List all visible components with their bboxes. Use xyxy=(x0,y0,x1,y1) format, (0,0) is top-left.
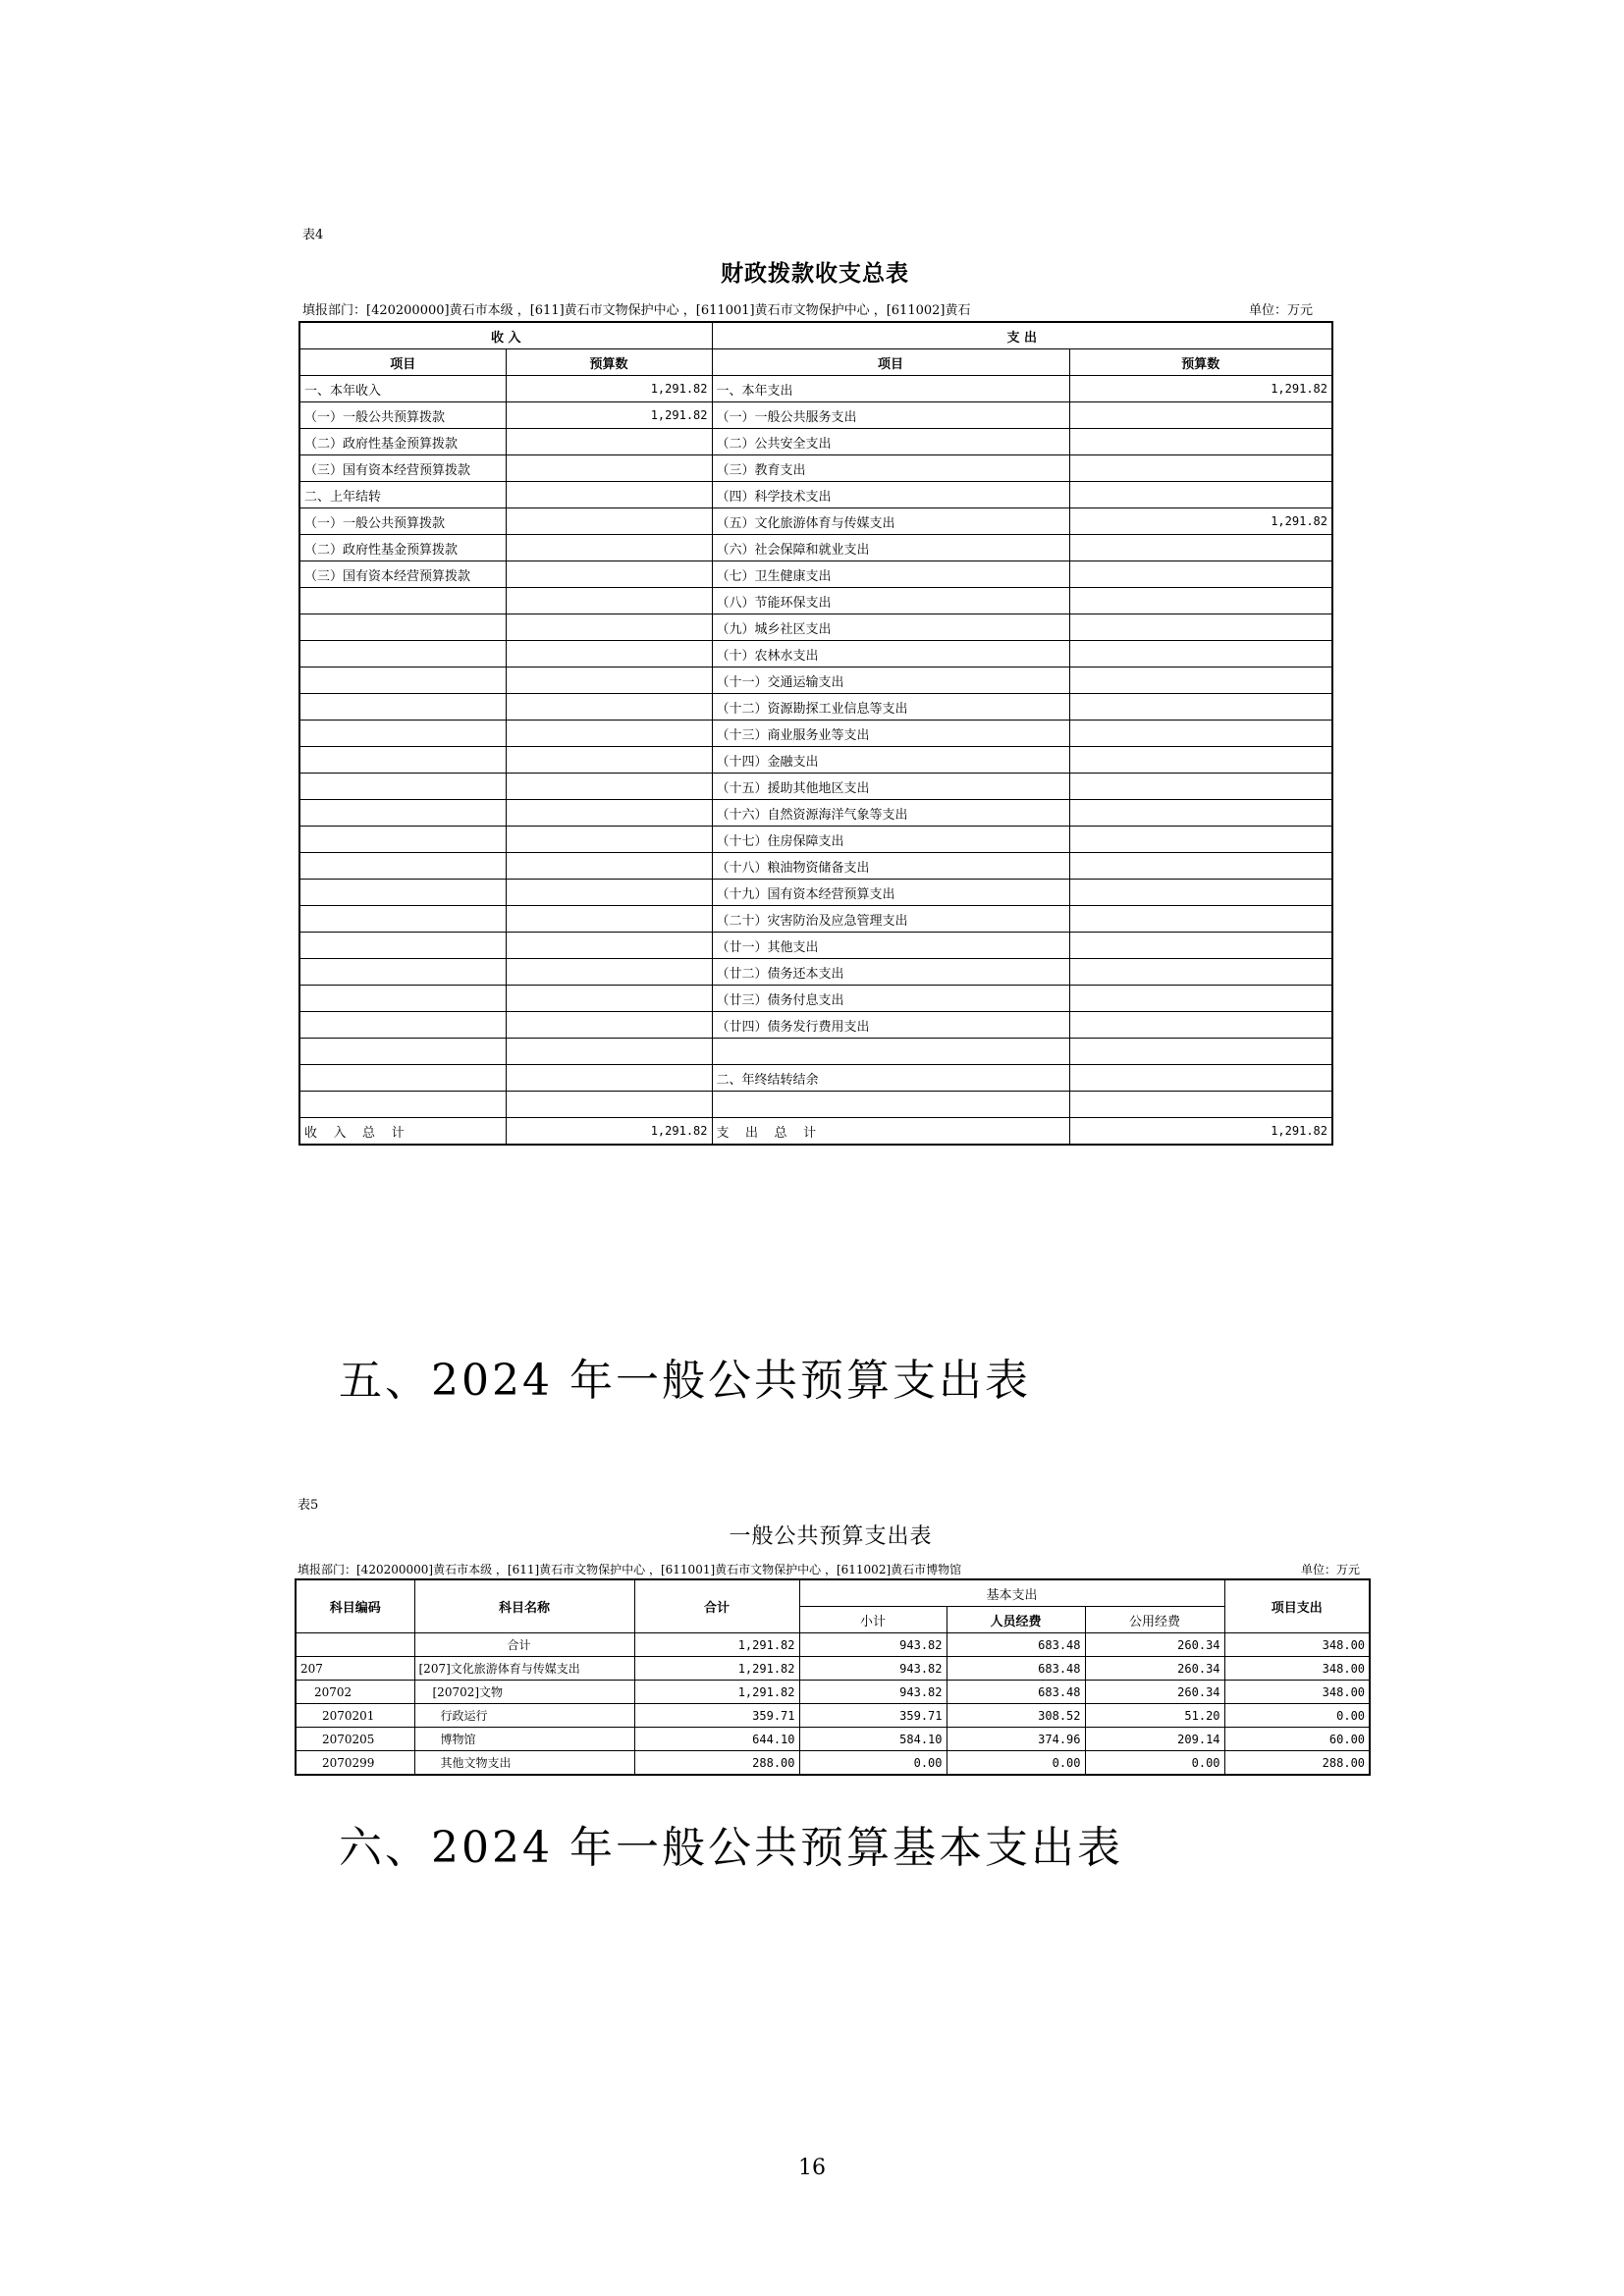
income-budget xyxy=(506,429,712,455)
col-project-header: 项目支出 xyxy=(1224,1579,1370,1633)
table-row xyxy=(296,1751,1370,1776)
expense-item: （廿三）债务付息支出 xyxy=(712,986,1069,1012)
cell-total: 288.00 xyxy=(634,1751,799,1776)
col-name-header: 科目名称 xyxy=(414,1579,634,1633)
income-budget xyxy=(506,667,712,694)
expense-item: （一）一般公共服务支出 xyxy=(712,402,1069,429)
income-item xyxy=(299,774,506,800)
expense-total-value: 1,291.82 xyxy=(1069,1118,1332,1146)
table4-total-row xyxy=(299,1118,1332,1146)
col-personnel-header: 人员经费 xyxy=(947,1607,1085,1633)
expense-item: （六）社会保障和就业支出 xyxy=(712,535,1069,561)
table-row xyxy=(299,747,1332,774)
income-header: 收 入 xyxy=(299,322,712,349)
table-row xyxy=(296,1633,1370,1657)
table-row xyxy=(296,1704,1370,1728)
income-budget-header: 预算数 xyxy=(506,349,712,376)
table4-body xyxy=(299,376,1332,1118)
table-row xyxy=(299,614,1332,641)
col-basic-header: 基本支出 xyxy=(799,1579,1224,1607)
table-row xyxy=(299,535,1332,561)
expense-item: （十九）国有资本经营预算支出 xyxy=(712,880,1069,906)
expense-item: （十五）援助其他地区支出 xyxy=(712,774,1069,800)
section-heading-6: 六、2024 年一般公共预算基本支出表 xyxy=(339,1823,1123,1873)
col-total-header: 合计 xyxy=(634,1579,799,1633)
cell-sub: 943.82 xyxy=(799,1681,947,1704)
cell-sub: 359.71 xyxy=(799,1704,947,1728)
table-row xyxy=(299,455,1332,482)
income-item xyxy=(299,906,506,933)
income-budget xyxy=(506,853,712,880)
income-item xyxy=(299,880,506,906)
cell-name: 博物馆 xyxy=(414,1728,634,1751)
income-budget xyxy=(506,827,712,853)
table-row xyxy=(299,641,1332,667)
income-item xyxy=(299,694,506,721)
table-row xyxy=(299,800,1332,827)
table-row xyxy=(296,1728,1370,1751)
income-item xyxy=(299,588,506,614)
income-item xyxy=(299,1065,506,1092)
cell-personnel: 683.48 xyxy=(947,1657,1085,1681)
expense-budget xyxy=(1069,402,1332,429)
income-budget xyxy=(506,880,712,906)
income-item xyxy=(299,933,506,959)
expense-budget xyxy=(1069,906,1332,933)
table-row xyxy=(299,1012,1332,1039)
cell-code xyxy=(296,1633,414,1657)
expense-item: 一、本年支出 xyxy=(712,376,1069,402)
income-budget xyxy=(506,508,712,535)
cell-total: 1,291.82 xyxy=(634,1657,799,1681)
table-row xyxy=(296,1657,1370,1681)
expense-budget xyxy=(1069,800,1332,827)
expense-item: （四）科学技术支出 xyxy=(712,482,1069,508)
page-number: 16 xyxy=(798,2156,826,2180)
expense-budget xyxy=(1069,1065,1332,1092)
col-public-header: 公用经费 xyxy=(1085,1607,1224,1633)
table5-body xyxy=(296,1633,1370,1776)
income-item xyxy=(299,1092,506,1118)
expense-item xyxy=(712,1039,1069,1065)
table-row xyxy=(299,667,1332,694)
income-budget xyxy=(506,614,712,641)
cell-public: 260.34 xyxy=(1085,1633,1224,1657)
cell-code: 20702 xyxy=(296,1681,414,1704)
income-item: （一）一般公共预算拨款 xyxy=(299,508,506,535)
col-subtotal-header: 小计 xyxy=(799,1607,947,1633)
expense-budget xyxy=(1069,694,1332,721)
table-row xyxy=(299,429,1332,455)
cell-total: 359.71 xyxy=(634,1704,799,1728)
income-budget xyxy=(506,774,712,800)
income-budget xyxy=(506,747,712,774)
cell-public: 260.34 xyxy=(1085,1681,1224,1704)
income-budget xyxy=(506,721,712,747)
income-item xyxy=(299,1039,506,1065)
table-row xyxy=(299,694,1332,721)
expense-item: （七）卫生健康支出 xyxy=(712,561,1069,588)
table4-title: 财政拨款收支总表 xyxy=(721,260,909,287)
table-row xyxy=(296,1681,1370,1704)
expense-budget: 1,291.82 xyxy=(1069,508,1332,535)
table-row xyxy=(299,588,1332,614)
cell-public: 51.20 xyxy=(1085,1704,1224,1728)
table-row xyxy=(299,1065,1332,1092)
cell-sub: 584.10 xyxy=(799,1728,947,1751)
table4-tag: 表4 xyxy=(302,228,324,242)
expense-item: （十七）住房保障支出 xyxy=(712,827,1069,853)
table-row xyxy=(299,959,1332,986)
cell-personnel: 683.48 xyxy=(947,1681,1085,1704)
cell-name: [207]文化旅游体育与传媒支出 xyxy=(414,1657,634,1681)
income-item: （二）政府性基金预算拨款 xyxy=(299,535,506,561)
table-row xyxy=(299,721,1332,747)
expense-budget xyxy=(1069,774,1332,800)
table5-unit: 单位：万元 xyxy=(1301,1563,1361,1576)
expense-budget xyxy=(1069,588,1332,614)
cell-code: 2070299 xyxy=(296,1751,414,1776)
income-budget xyxy=(506,800,712,827)
expense-budget xyxy=(1069,1092,1332,1118)
cell-code: 207 xyxy=(296,1657,414,1681)
table-row xyxy=(299,933,1332,959)
income-total-label: 收 入 总 计 xyxy=(299,1118,506,1146)
expense-budget xyxy=(1069,747,1332,774)
table-row xyxy=(299,1039,1332,1065)
cell-sub: 943.82 xyxy=(799,1657,947,1681)
cell-name: [20702]文物 xyxy=(414,1681,634,1704)
table-row xyxy=(299,376,1332,402)
income-budget xyxy=(506,588,712,614)
expense-item: （十）农林水支出 xyxy=(712,641,1069,667)
cell-total: 644.10 xyxy=(634,1728,799,1751)
expense-budget xyxy=(1069,535,1332,561)
section-heading-5: 五、2024 年一般公共预算支出表 xyxy=(339,1356,1031,1406)
income-item xyxy=(299,800,506,827)
col-code-header: 科目编码 xyxy=(296,1579,414,1633)
table-row xyxy=(299,774,1332,800)
income-budget xyxy=(506,1092,712,1118)
cell-name: 合计 xyxy=(414,1633,634,1657)
table-row xyxy=(299,853,1332,880)
cell-project: 0.00 xyxy=(1224,1704,1370,1728)
table5-title: 一般公共预算支出表 xyxy=(729,1524,933,1549)
income-item: （一）一般公共预算拨款 xyxy=(299,402,506,429)
income-item xyxy=(299,959,506,986)
income-item-header: 项目 xyxy=(299,349,506,376)
income-budget xyxy=(506,1039,712,1065)
income-item xyxy=(299,721,506,747)
table-row xyxy=(299,906,1332,933)
income-total-value: 1,291.82 xyxy=(506,1118,712,1146)
table5-dept: 填报部门：[420200000]黄石市本级 ，[611]黄石市文物保护中心 ，[611001]黄石市文物保护中心 ，[611002]黄石市博物馆 xyxy=(298,1563,962,1576)
table4-unit: 单位：万元 xyxy=(1249,303,1314,318)
expense-item: （十二）资源勘探工业信息等支出 xyxy=(712,694,1069,721)
cell-public: 0.00 xyxy=(1085,1751,1224,1776)
income-budget xyxy=(506,986,712,1012)
income-budget xyxy=(506,455,712,482)
income-budget xyxy=(506,1012,712,1039)
cell-name: 行政运行 xyxy=(414,1704,634,1728)
table-row xyxy=(299,880,1332,906)
income-item xyxy=(299,853,506,880)
income-item xyxy=(299,1012,506,1039)
expense-item: （二）公共安全支出 xyxy=(712,429,1069,455)
expense-budget xyxy=(1069,721,1332,747)
income-budget: 1,291.82 xyxy=(506,402,712,429)
expense-budget xyxy=(1069,667,1332,694)
table-row xyxy=(299,986,1332,1012)
cell-sub: 943.82 xyxy=(799,1633,947,1657)
table-row xyxy=(299,402,1332,429)
cell-personnel: 374.96 xyxy=(947,1728,1085,1751)
income-item xyxy=(299,986,506,1012)
expense-header: 支 出 xyxy=(712,322,1332,349)
income-item: （二）政府性基金预算拨款 xyxy=(299,429,506,455)
cell-personnel: 683.48 xyxy=(947,1633,1085,1657)
income-budget xyxy=(506,561,712,588)
income-budget xyxy=(506,1065,712,1092)
expense-item: （十六）自然资源海洋气象等支出 xyxy=(712,800,1069,827)
income-budget xyxy=(506,482,712,508)
cell-project: 348.00 xyxy=(1224,1657,1370,1681)
table-row xyxy=(299,1092,1332,1118)
income-item: 二、上年结转 xyxy=(299,482,506,508)
expense-item xyxy=(712,1092,1069,1118)
expense-budget xyxy=(1069,827,1332,853)
expense-item: （十四）金融支出 xyxy=(712,747,1069,774)
expense-budget xyxy=(1069,986,1332,1012)
cell-project: 348.00 xyxy=(1224,1633,1370,1657)
fiscal-appropriation-table xyxy=(298,321,1333,1146)
expense-item: （八）节能环保支出 xyxy=(712,588,1069,614)
cell-public: 260.34 xyxy=(1085,1657,1224,1681)
table-row xyxy=(299,508,1332,535)
income-item xyxy=(299,827,506,853)
expense-item: （廿二）债务还本支出 xyxy=(712,959,1069,986)
cell-personnel: 0.00 xyxy=(947,1751,1085,1776)
cell-personnel: 308.52 xyxy=(947,1704,1085,1728)
income-budget xyxy=(506,535,712,561)
expense-item: （二十）灾害防治及应急管理支出 xyxy=(712,906,1069,933)
income-item xyxy=(299,667,506,694)
expense-budget xyxy=(1069,561,1332,588)
cell-sub: 0.00 xyxy=(799,1751,947,1776)
income-budget xyxy=(506,906,712,933)
expense-item: （五）文化旅游体育与传媒支出 xyxy=(712,508,1069,535)
expense-budget xyxy=(1069,614,1332,641)
expense-budget xyxy=(1069,482,1332,508)
table4-dept: 填报部门：[420200000]黄石市本级 ，[611]黄石市文物保护中心 ，[611001]黄石市文物保护中心 ，[611002]黄石 xyxy=(302,303,971,318)
expense-item: （十一）交通运输支出 xyxy=(712,667,1069,694)
expense-item: （十三）商业服务业等支出 xyxy=(712,721,1069,747)
income-budget xyxy=(506,933,712,959)
cell-code: 2070201 xyxy=(296,1704,414,1728)
expense-budget xyxy=(1069,933,1332,959)
cell-project: 288.00 xyxy=(1224,1751,1370,1776)
expense-budget xyxy=(1069,641,1332,667)
income-item: （三）国有资本经营预算拨款 xyxy=(299,561,506,588)
income-budget xyxy=(506,641,712,667)
expense-budget xyxy=(1069,1039,1332,1065)
cell-code: 2070205 xyxy=(296,1728,414,1751)
income-item xyxy=(299,747,506,774)
cell-name: 其他文物支出 xyxy=(414,1751,634,1776)
expense-item: （廿四）债务发行费用支出 xyxy=(712,1012,1069,1039)
income-item xyxy=(299,641,506,667)
table5-tag: 表5 xyxy=(298,1498,319,1513)
income-item: 一、本年收入 xyxy=(299,376,506,402)
general-budget-expenditure-table xyxy=(295,1578,1371,1776)
expense-item: 二、年终结转结余 xyxy=(712,1065,1069,1092)
income-budget xyxy=(506,959,712,986)
table-row xyxy=(299,561,1332,588)
income-item xyxy=(299,614,506,641)
expense-item: （九）城乡社区支出 xyxy=(712,614,1069,641)
expense-budget xyxy=(1069,429,1332,455)
expense-item-header: 项目 xyxy=(712,349,1069,376)
cell-total: 1,291.82 xyxy=(634,1681,799,1704)
expense-item: （三）教育支出 xyxy=(712,455,1069,482)
table-row xyxy=(299,827,1332,853)
table-row xyxy=(299,482,1332,508)
expense-total-label: 支 出 总 计 xyxy=(712,1118,1069,1146)
expense-budget xyxy=(1069,1012,1332,1039)
expense-budget: 1,291.82 xyxy=(1069,376,1332,402)
expense-budget xyxy=(1069,880,1332,906)
expense-budget-header: 预算数 xyxy=(1069,349,1332,376)
cell-project: 60.00 xyxy=(1224,1728,1370,1751)
cell-public: 209.14 xyxy=(1085,1728,1224,1751)
income-budget: 1,291.82 xyxy=(506,376,712,402)
expense-item: （十八）粮油物资储备支出 xyxy=(712,853,1069,880)
expense-budget xyxy=(1069,853,1332,880)
expense-budget xyxy=(1069,455,1332,482)
expense-budget xyxy=(1069,959,1332,986)
cell-project: 348.00 xyxy=(1224,1681,1370,1704)
income-item: （三）国有资本经营预算拨款 xyxy=(299,455,506,482)
expense-item: （廿一）其他支出 xyxy=(712,933,1069,959)
income-budget xyxy=(506,694,712,721)
cell-total: 1,291.82 xyxy=(634,1633,799,1657)
